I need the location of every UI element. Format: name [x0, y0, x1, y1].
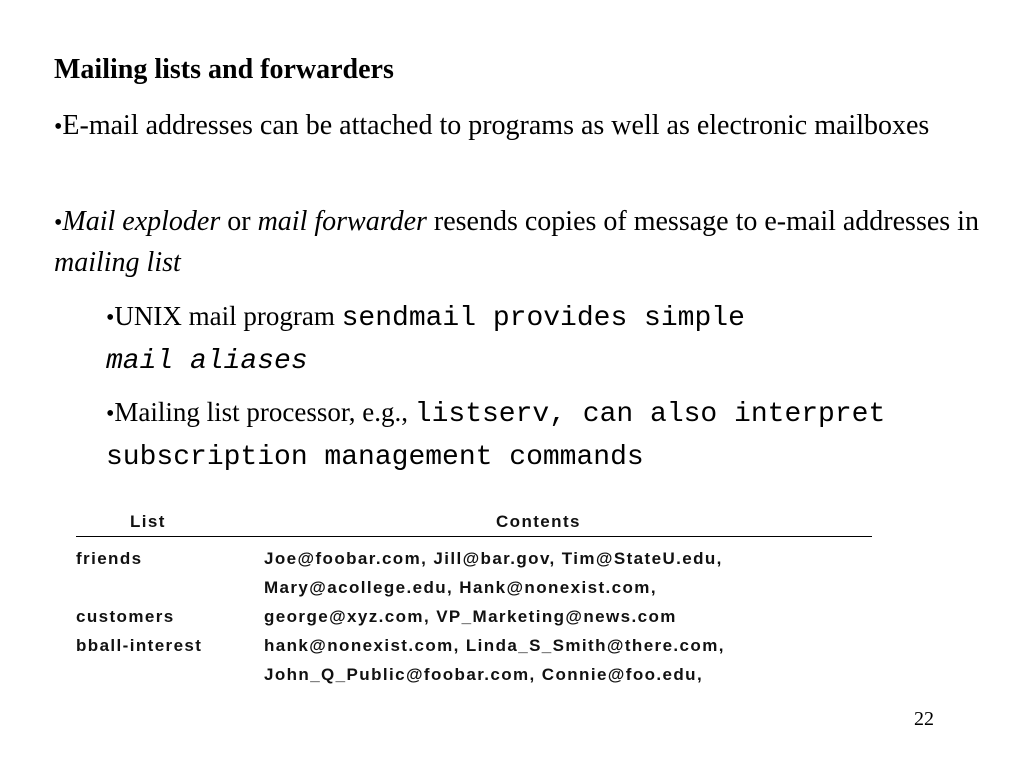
bullet-text: E-mail addresses can be attached to programs as well as electronic mailboxes — [62, 110, 930, 141]
term-mail-forwarder: mail forwarder — [257, 206, 427, 237]
bullet-dot-icon: • — [106, 305, 115, 331]
contents-cell — [264, 544, 872, 602]
list-name-cell: friends — [76, 549, 143, 568]
bullet-text: Mailing list processor, e.g., — [114, 397, 415, 427]
sub-bullet-sendmail — [106, 296, 1006, 382]
term-mailing-list: mailing list — [54, 247, 181, 278]
bullet-email-attached — [54, 106, 994, 147]
term-mail-exploder: Mail exploder — [62, 206, 221, 237]
list-name-cell: bball-interest — [76, 636, 203, 655]
contents-line: hank@nonexist.com, Linda_S_Smith@there.com, — [264, 636, 725, 655]
contents-cell — [264, 602, 872, 631]
bullet-dot-icon: • — [54, 114, 63, 140]
code-mail-aliases: mail aliases — [106, 346, 308, 377]
table-row — [76, 631, 872, 689]
sub-bullet-listserv — [106, 392, 1006, 478]
table-header — [76, 510, 872, 537]
bullet-dot-icon: • — [54, 210, 63, 236]
list-name-cell: customers — [76, 607, 175, 626]
contents-line: Joe@foobar.com, Jill@bar.gov, Tim@StateU.edu, — [264, 549, 723, 568]
bullet-text: UNIX mail program — [114, 301, 342, 331]
contents-cell — [264, 631, 872, 689]
bullet-dot-icon: • — [106, 401, 115, 427]
table-body — [76, 544, 872, 689]
table-row — [76, 602, 872, 631]
column-header-contents: Contents — [496, 512, 581, 531]
contents-line: george@xyz.com, VP_Marketing@news.com — [264, 607, 677, 626]
bullet-text: resends copies of message to e-mail addresses in — [426, 206, 979, 237]
bullet-mail-exploder — [54, 202, 994, 283]
page-number: 22 — [914, 708, 934, 730]
code-listserv: listserv, can also interpret subscription management commands — [106, 399, 886, 473]
table-row — [76, 544, 872, 602]
contents-line: John_Q_Public@foobar.com, Connie@foo.edu, — [264, 665, 704, 684]
slide-title: Mailing lists and forwarders — [54, 54, 394, 85]
bullet-text-or: or — [220, 206, 258, 237]
code-sendmail: sendmail provides simple — [341, 303, 745, 334]
column-header-list: List — [130, 512, 166, 531]
contents-line: Mary@acollege.edu, Hank@nonexist.com, — [264, 578, 657, 597]
mail-alias-table — [76, 510, 872, 689]
